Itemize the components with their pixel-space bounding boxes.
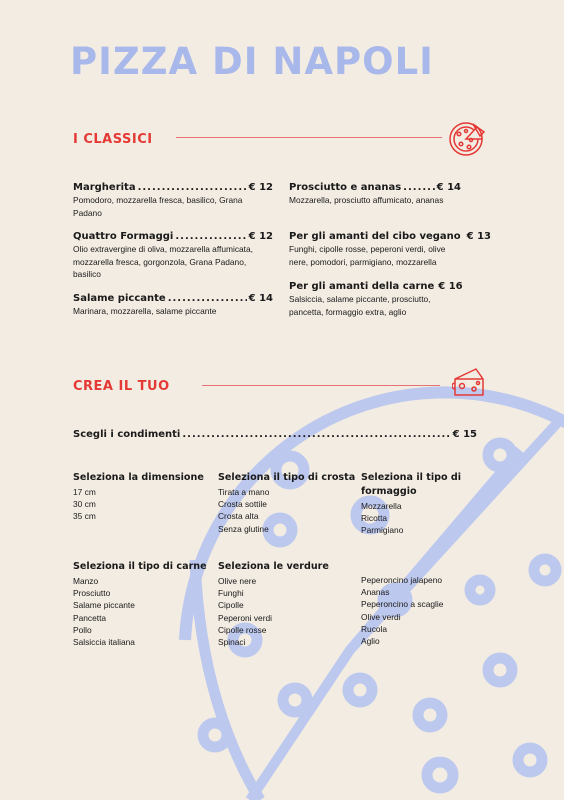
item-price: € 16: [438, 281, 463, 292]
option-group-title: Seleziona il tipo di crosta: [218, 472, 356, 483]
item-description: Olio extravergine di oliva, mozzarella affumicata, mozzarella fresca, gorgonzola, Grana Padano, basilico: [73, 244, 253, 279]
leader-dots: [182, 429, 450, 440]
pizza-item-carne: [289, 281, 461, 318]
option-item: Crosta alta: [218, 511, 259, 522]
option-group-crosta: [218, 471, 358, 535]
option-item: Funghi: [218, 588, 244, 599]
option-item: Manzo: [73, 576, 99, 586]
option-item: Ricotta: [361, 513, 388, 524]
option-item: Pancetta: [73, 612, 107, 623]
option-group-carne: [73, 560, 213, 648]
item-price: € 12: [248, 182, 273, 193]
item-price: € 14: [436, 182, 461, 193]
option-group-title: Seleziona il tipo di carne: [73, 561, 207, 572]
option-item: Senza glutine: [218, 523, 269, 534]
option-item: Ananas: [361, 587, 390, 598]
item-description: Mozzarella, prosciutto affumicato, ananas: [289, 195, 444, 205]
option-item: Rucola: [361, 623, 388, 634]
item-price: € 12: [248, 231, 273, 242]
option-item: Prosciutto: [73, 588, 111, 599]
leader-dots: [403, 182, 434, 193]
option-item: Peperoni verdi: [218, 612, 273, 623]
option-group-dimensione: [73, 471, 213, 523]
option-group-title: Seleziona le verdure: [218, 561, 329, 572]
section-divider: [176, 137, 442, 138]
choose-toppings-price: € 15: [452, 429, 477, 440]
item-description: Pomodoro, mozzarella fresca, basilico, Grana Padano: [73, 195, 243, 218]
cheese-icon: [452, 365, 486, 399]
item-name: Margherita: [73, 182, 136, 193]
leader-dots: [168, 293, 247, 304]
item-name: Quattro Formaggi: [73, 231, 174, 242]
pizza-item-prosciutto-ananas: [289, 182, 461, 207]
option-item: Cipolle: [218, 600, 244, 611]
item-name: Prosciutto e ananas: [289, 182, 402, 193]
pizza-icon: [447, 120, 485, 158]
item-price: € 14: [248, 293, 273, 304]
option-group-formaggio: [361, 471, 471, 537]
pizza-item-salame-piccante: [73, 293, 273, 318]
option-item: Crosta sottile: [218, 499, 267, 510]
option-item: Peperoncino a scaglie: [361, 599, 444, 610]
option-item: Olive verdi: [361, 611, 401, 622]
choose-toppings-label: Scegli i condimenti: [73, 429, 181, 440]
section-title-crea: CREA IL TUO: [73, 379, 170, 394]
option-item: 35 cm: [73, 511, 96, 522]
item-description: Funghi, cipolle rosse, peperoni verdi, olive nere, pomodori, parmigiano, mozzarella: [289, 244, 446, 267]
section-divider: [202, 385, 440, 386]
item-name: Salame piccante: [73, 293, 166, 304]
option-item: Parmigiano: [361, 525, 404, 536]
pizza-item-vegano: [289, 231, 492, 268]
option-item: Salame piccante: [73, 600, 135, 611]
item-description: Salsiccia, salame piccante, prosciutto, pancetta, formaggio extra, aglio: [289, 294, 431, 317]
option-item: Aglio: [361, 636, 380, 647]
item-name: Per gli amanti del cibo vegano: [289, 231, 461, 242]
option-group-title: Seleziona la dimensione: [73, 472, 204, 483]
section-title-classici: I CLASSICI: [73, 132, 153, 147]
menu-title: PIZZA DI NAPOLI: [70, 40, 434, 83]
leader-dots: [138, 182, 247, 193]
option-item: 17 cm: [73, 487, 96, 497]
leader-dots: [175, 231, 246, 242]
pizza-item-quattro-formaggi: [73, 231, 273, 281]
option-item: Salsiccia italiana: [73, 637, 135, 648]
option-item: Tirata a mano: [218, 487, 270, 497]
option-item: Mozzarella: [361, 501, 402, 511]
option-item: Cipolle rosse: [218, 624, 267, 635]
choose-toppings-row: [73, 429, 477, 440]
option-group-title: Seleziona il tipo di formaggio: [361, 472, 462, 497]
pizza-item-margherita: [73, 182, 273, 219]
item-name: Per gli amanti della carne: [289, 281, 435, 292]
option-item: 30 cm: [73, 499, 96, 510]
option-group-verdure-extra: [361, 574, 501, 647]
option-item: Spinaci: [218, 637, 246, 648]
option-item: Olive nere: [218, 576, 257, 586]
option-item: Pollo: [73, 624, 92, 635]
option-item: Peperoncino jalapeno: [361, 575, 443, 585]
item-description: Marinara, mozzarella, salame piccante: [73, 306, 217, 316]
option-group-verdure: [218, 560, 358, 648]
item-price: € 13: [466, 231, 492, 242]
